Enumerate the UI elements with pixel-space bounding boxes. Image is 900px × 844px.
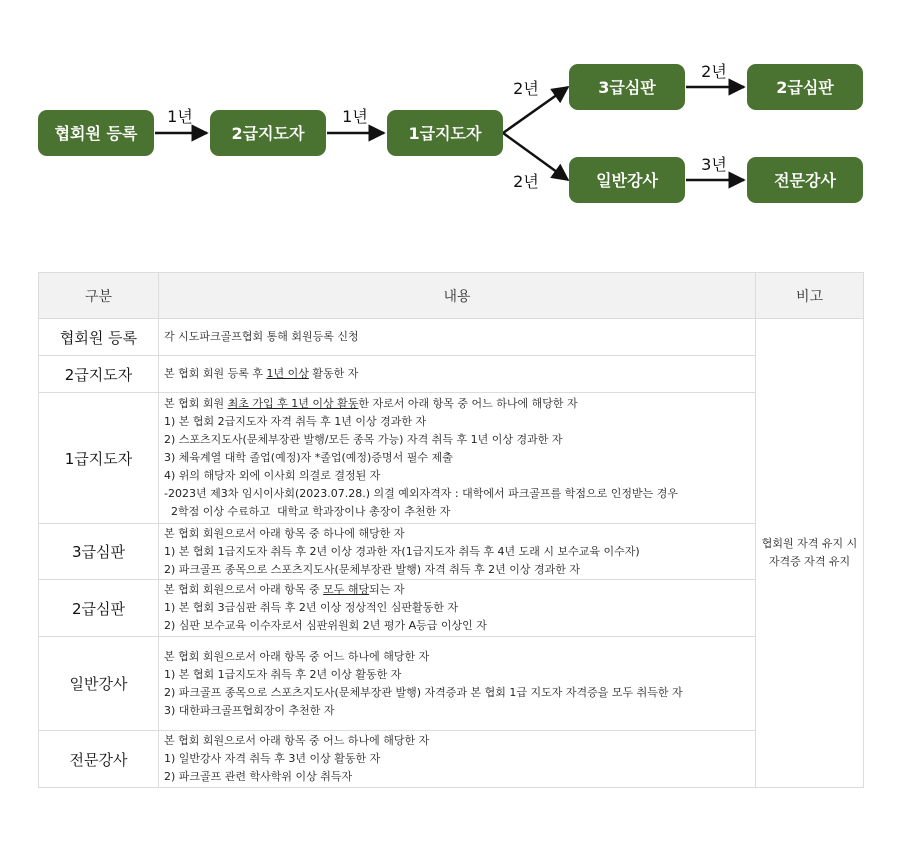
- desc-line: 1) 본 협회 1급지도자 취득 후 2년 이상 경과한 자(1급지도자 취득 후 4년 도래 시 보수교육 이수자): [164, 544, 640, 558]
- edge-label-grade1-general: 2년: [513, 172, 539, 191]
- row-description: [159, 580, 756, 637]
- desc-text: 본 협회 회원: [164, 397, 228, 410]
- header-category: 구분: [39, 273, 159, 319]
- desc-line: 3) 체육계열 대학 졸업(예정)자 *졸업(예정)증명서 필수 제출: [164, 451, 453, 464]
- desc-line: 본 협회 회원으로서 아래 항목 중 어느 하나에 해당한 자: [164, 649, 430, 663]
- row-description: [159, 524, 756, 580]
- row-category: 2급지도자: [39, 356, 159, 393]
- row-category: 1급지도자: [39, 393, 159, 524]
- desc-line: 1) 본 협회 1급지도자 취득 후 2년 이상 활동한 자: [164, 667, 402, 681]
- desc-line: [164, 365, 750, 383]
- desc-line: 1) 일반강사 자격 취득 후 3년 이상 활동한 자: [164, 752, 381, 765]
- desc-underlined-text: 1년 이상: [266, 367, 309, 380]
- desc-line: 본 협회 회원으로서 아래 항목 중 하나에 해당한 자: [164, 526, 405, 540]
- table-row: [39, 393, 864, 524]
- table-row: [39, 524, 864, 580]
- desc-line: 4) 위의 해당자 외에 이사회 의결로 결정된 자: [164, 469, 381, 482]
- node-general-label: 일반강사: [596, 171, 658, 190]
- node-expert-label: 전문강사: [774, 171, 836, 190]
- desc-line: 2) 심판 보수교육 이수자로서 심판위원회 2년 평가 A등급 이상인 자: [164, 619, 487, 632]
- node-grade2: [210, 110, 326, 156]
- table-header-row: [39, 273, 864, 319]
- row-description: [159, 319, 756, 356]
- header-note: 비고: [756, 273, 864, 319]
- row-category: 2급심판: [39, 580, 159, 637]
- edge-label-grade2-grade1: 1년: [342, 107, 368, 126]
- desc-line: 1) 본 협회 2급지도자 자격 취득 후 1년 이상 경과한 자: [164, 415, 427, 428]
- desc-line: 2학점 이상 수료하고 대학교 학과장이나 총장이 추천한 자: [164, 505, 451, 518]
- desc-underlined-text: 최초 가입 후 1년 이상 활동: [227, 397, 359, 410]
- desc-line: [164, 395, 750, 413]
- desc-line: 본 협회 회원으로서 아래 항목 중 어느 하나에 해당한 자: [164, 734, 430, 747]
- row-description: [159, 356, 756, 393]
- desc-text: 되는 자: [369, 583, 405, 596]
- desc-text: 활동한 자: [308, 367, 359, 380]
- desc-line: 2) 스포츠지도사(문체부장관 발행/모든 종목 가능) 자격 취득 후 1년 이상 경과한 자: [164, 433, 563, 446]
- table-row: [39, 580, 864, 637]
- header-content: 내용: [159, 273, 756, 319]
- node-general: [569, 157, 685, 203]
- requirements-table: [38, 272, 864, 788]
- desc-line: 1) 본 협회 3급심판 취득 후 2년 이상 정상적인 심판활동한 자: [164, 601, 459, 614]
- desc-line: 2) 파크골프 관련 학사학위 이상 취득자: [164, 770, 353, 783]
- edge-label-grade1-judge3: 2년: [513, 79, 539, 98]
- desc-line: 2) 파크골프 종목으로 스포츠지도사(문체부장관 발행) 자격 취득 후 2년 이상 경과한 자: [164, 562, 580, 576]
- node-judge2-label: 2급심판: [776, 78, 834, 97]
- row-category: 3급심판: [39, 524, 159, 580]
- node-judge2: [747, 64, 863, 110]
- node-grade1-label: 1급지도자: [408, 124, 482, 143]
- node-grade1: [387, 110, 503, 156]
- desc-line: [164, 581, 750, 599]
- desc-text: 본 협회 회원 등록 후: [164, 367, 267, 380]
- table-row: [39, 637, 864, 731]
- note-line: 자격증 자격 유지: [768, 555, 851, 568]
- row-category: 전문강사: [39, 731, 159, 788]
- note-cell: [756, 319, 864, 788]
- node-expert: [747, 157, 863, 203]
- row-description: [159, 393, 756, 524]
- node-register: [38, 110, 154, 156]
- row-description: [159, 637, 756, 731]
- desc-line: 3) 대한파크골프협회장이 추천한 자: [164, 703, 335, 717]
- edge-label-register-grade2: 1년: [167, 107, 193, 126]
- desc-line: -2023년 제3차 임시이사회(2023.07.28.) 의결 예외자격자 : 대학에서 파크골프를 학점으로 인정받는 경우: [164, 487, 678, 500]
- desc-line: 각 시도파크골프협회 통해 회원등록 신청: [164, 330, 359, 343]
- table-row: [39, 731, 864, 788]
- note-line: 협회원 자격 유지 시: [761, 537, 858, 550]
- table-row: [39, 319, 864, 356]
- row-category: 협회원 등록: [39, 319, 159, 356]
- node-grade2-label: 2급지도자: [231, 124, 305, 143]
- table-row: [39, 356, 864, 393]
- row-description: [159, 731, 756, 788]
- desc-line: 2) 파크골프 종목으로 스포츠지도사(문체부장관 발행) 자격증과 본 협회 1급 지도자 자격증을 모두 취득한 자: [164, 685, 683, 699]
- desc-text: 본 협회 회원으로서 아래 항목 중: [164, 583, 324, 596]
- career-path-diagram: [0, 0, 900, 230]
- node-judge3-label: 3급심판: [598, 78, 656, 97]
- node-judge3: [569, 64, 685, 110]
- row-category: 일반강사: [39, 637, 159, 731]
- desc-underlined-text: 모두 해당: [323, 583, 370, 596]
- desc-text: 한 자로서 아래 항목 중 어느 하나에 해당한 자: [358, 397, 578, 410]
- node-register-label: 협회원 등록: [54, 124, 138, 143]
- edge-label-general-expert: 3년: [701, 155, 727, 174]
- edge-label-judge3-judge2: 2년: [701, 62, 727, 81]
